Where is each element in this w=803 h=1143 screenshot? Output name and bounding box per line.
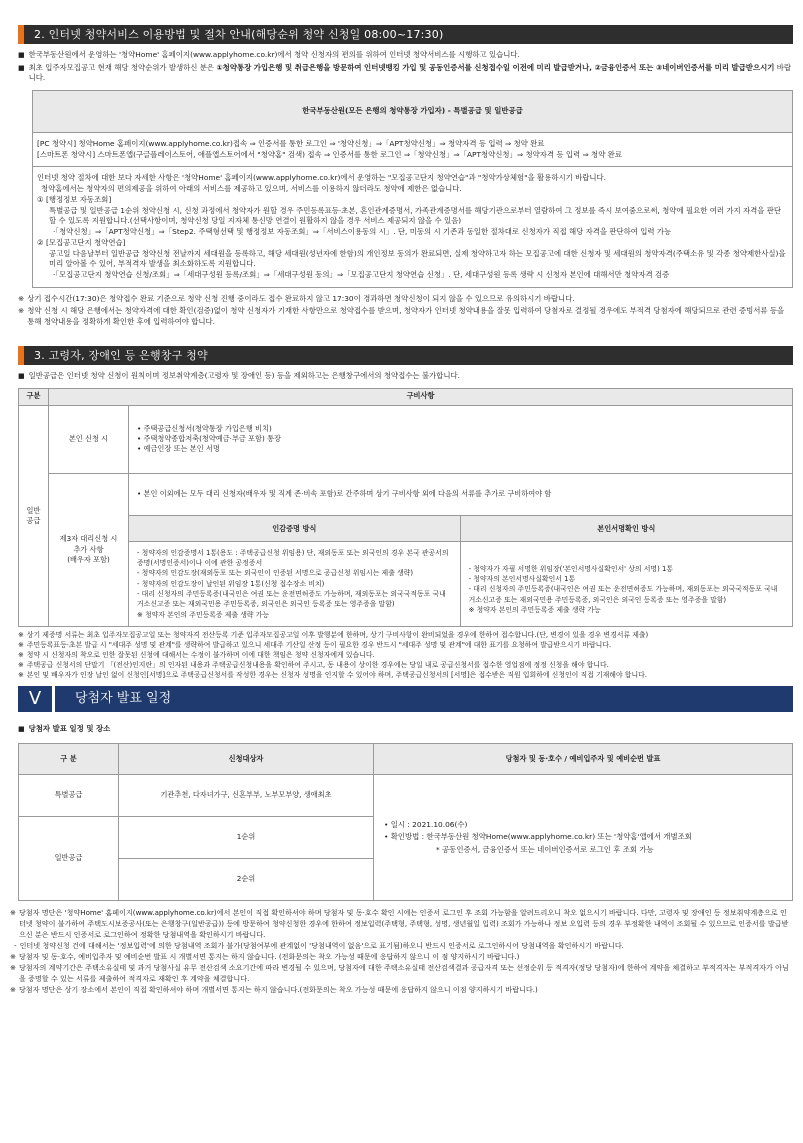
note-text: 주택공급 신청서의 단말기 「(전산)인지란」의 인자된 내용과 주택공급신청내용을 확인하여 주시고, 동 내용이 상이한 경우에는 당일 내로 공급신청서를 접수한 영업점에 정정 신청을 해야 합니다. — [26, 661, 609, 670]
section3-note — [18, 640, 793, 650]
note-mark: ※ — [18, 641, 24, 650]
self-apply-label: 본인 신청 시 — [49, 405, 129, 473]
note-text: 당첨자 명단은 '청약Home' 홈페이지(www.applyhome.co.kr)에서 본인이 직접 확인하셔야 하며 당첨자 및 동·호수 확인 시에는 인증서 로그인 후 조회 가능함을 알려드리오니 착오 없으시기 바랍니다. 다만, 고령자 및 장애인 등 정보취약계층으로 인터넷 청약이 불가하여 주택도시보증공사(또는 은행창구(일반공급)) 등에 방문하여 청약신청한 경우에 한하여 정보입력(주택형, 주택형, 성명, 생년월일 입력) 조회가 가능하나 정보 오입력 등의 경우 부정확한 내역이 조회될 수 있으므로 인증서를 발급받으신 분은 반드시 인증서로 로그인하여 정확한 당첨내역을 확인하시기 바랍니다. — [18, 907, 789, 939]
self-apply-docs — [129, 405, 793, 473]
section5-note — [10, 908, 793, 941]
note-text: 주민등록표등·초본 발급 시 "세대주 성명 및 관계"를 생략하여 발급하고 있으니 세대주 기산일 산정 등이 필요한 경우 반드시 "세대주 성명 및 관계"에 대한 표기를 요청하여 발급받으시기 바랍니다. — [26, 641, 612, 650]
service-1-body: 특별공급 및 일반공급 1순위 청약신청 시, 신청 과정에서 청약자가 원할 경우 주민등록표등·초본, 혼인관계증명서, 가족관계증명서를 해당기관으로부터 열람하여 그 정보를 즉시 보여줌으로써, 청약에 필요한 여러 가지 자격을 판단할 수 있도록 지원합니다.(선택사항이며, 청약신청 당일 지자체 통신망 연결이 원활하지 않을 경우 서비스 제공되지 않을 수 있음) — [49, 205, 782, 226]
subtitle-text: 당첨자 발표 일정 및 장소 — [28, 724, 111, 734]
bullet-text: 한국부동산원에서 운영하는 '청약Home' 홈페이지(www.applyhome.co.kr)에서 청약 신청자의 편의를 위하여 인터넷 청약서비스를 시행하고 있습니다. — [28, 50, 520, 59]
header-documents: 구비사항 — [49, 388, 793, 405]
list-item-text: 예금인장 또는 본인 서명 — [143, 444, 220, 454]
section2-header — [18, 25, 793, 44]
sign-method-cell — [460, 515, 792, 627]
table-row-self — [19, 405, 793, 473]
row-special-category: 특별공급 — [19, 774, 119, 816]
note-text: 청약 시 신청자의 착오로 인한 잘못된 신청에 대해서는 수정이 불가하며 이에 대한 책임은 청약 신청자에게 있습니다. — [26, 651, 375, 660]
note-text: 상기 제증명 서류는 최초 입주자모집공고일 또는 청약자격 전산등록 기준 입주자모집공고일 이후 발행분에 한하며, 상기 구비사항이 완비되었을 경우에 한하여 접수합니다.(단, 변경이 있을 경우 변경서류 제출) — [26, 631, 649, 640]
section5-note — [10, 985, 793, 996]
section5-roman: Ⅴ — [18, 686, 52, 712]
list-item: - 청약자의 인감도장(재외동포 또는 외국인이 인증된 서명으로 공급신청 위임시는 제출 생략) — [137, 569, 414, 578]
list-item: - 청약자의 인감증명서 1통(용도 : 주택공급신청 위임용) 단, 재외동포 또는 외국인의 경우 본국 관공서의 증명(서명인증서)이나 이에 관한 공정증서 — [137, 548, 449, 568]
note-mark: ※ — [18, 671, 24, 680]
list-item: ※ 청약자 본인의 주민등록증 제출 생략 가능 — [137, 610, 270, 619]
section3-note — [18, 670, 793, 680]
note-mark: ※ — [18, 306, 25, 316]
bullet-text — [29, 63, 793, 84]
section2-note-1 — [18, 294, 793, 305]
section5-header — [18, 686, 793, 712]
apply-method-steps — [33, 133, 792, 167]
service-1-path: ·「청약신청」⇒「APT청약신청」⇒「Step2. 주택형선택 및 행정정보 자동조회」⇒「서비스이용동의 시」. 단, 미동의 시 기존과 동일한 절차대로 신청자가 직접 해당 자격을 판단하여 입력 가능 — [53, 227, 672, 237]
row-general-category: 일반공급 — [19, 816, 119, 900]
section3-title: 3. 고령자, 장애인 등 은행창구 청약 — [34, 348, 208, 362]
table-row-proxy-intro — [19, 473, 793, 515]
list-item: • 예금인장 또는 본인 서명 — [137, 444, 220, 454]
section3-notes — [18, 630, 793, 680]
square-bullet-icon: ■ — [18, 63, 25, 72]
section3-note — [18, 630, 793, 640]
header-announcement: 당첨자 및 동·호수 / 예비입주자 및 예비순번 발표 — [374, 743, 793, 774]
note-mark: ※ — [18, 651, 24, 660]
service-2-body: 공고일 다음날부터 일반공급 청약신청 전날까지 세대원을 등록하고, 해당 세대원(성년자에 한함)의 개인정보 동의가 완료되면, 실제 청약하고자 하는 모집공고에 대한 신청자 및 세대원의 청약자격(주택소유 및 각종 청약제한사실)을 미리 알아볼 수 있어, 부적격자 발생을 최소화하도록 지원합니다. — [49, 248, 786, 269]
section2-bullet-1 — [18, 50, 793, 61]
section2-bullet-2 — [18, 63, 793, 84]
seal-method-cell — [129, 515, 461, 627]
note-mark: ※ — [10, 907, 16, 917]
header-category: 구분 — [19, 388, 49, 405]
section5-notes — [10, 908, 793, 996]
info-line-1: 인터넷 청약 절차에 대한 보다 자세한 사항은 '청약Home' 홈페이지(www.applyhome.co.kr)에서 운영하는 "모집공고단지 청약연습"과 "청약가상체험"을 활용하시기 바랍니다. — [37, 173, 607, 183]
bank-window-docs-table — [18, 388, 793, 628]
announcement-note: * 공동인증서, 금융인증서 또는 네이버인증서로 로그인 후 조회 가능 — [436, 844, 654, 854]
section3-note — [18, 650, 793, 660]
row-special-target: 기관추천, 다자녀가구, 신혼부부, 노부모부양, 생애최초 — [119, 774, 374, 816]
announcement-date: • 일시 : 2021.10.06(수) — [384, 819, 468, 829]
section5-body — [10, 724, 793, 901]
list-item-text: 주택청약종합저축(청약예금·부금 포함) 통장 — [143, 433, 281, 443]
sign-method-docs — [461, 542, 792, 622]
service-2-title: ② [모집공고단지 청약연습] — [37, 237, 126, 247]
section5-title: 당첨자 발표 일정 — [55, 686, 793, 712]
note-text: 당첨자 명단은 상기 장소에서 본인이 직접 확인하셔야 하며 개별서면 통지는 하지 않습니다.(전화문의는 착오 가능성 때문에 응답하지 않으니 이점 양지하시기 바랍니다.) — [18, 984, 538, 994]
section3-bullet-1 — [18, 371, 793, 382]
list-item: • 주택청약종합저축(청약예금·부금 포함) 통장 — [137, 433, 281, 443]
header-target: 신청대상자 — [119, 743, 374, 774]
note-text: 본인 및 배우자가 인장 날인 없이 신청인[서명]으로 주택공급신청서를 작성한 경우는 신청자 성명을 인지할 수 있어야 하며, 주택공급신청서의 [서명]은 접수받은 직원 입회하에 신청인이 직접 기재해야 합니다. — [26, 671, 647, 680]
section5-note — [10, 952, 793, 963]
seal-method-docs — [129, 542, 460, 627]
list-item-text: 주택공급신청서(청약통장 가입은행 비치) — [143, 423, 272, 433]
note-text: 당첨자의 계약기간은 주택소유실태 및 과거 당첨사실 유무 전산검색 소요기간에 따라 변경될 수 있으며, 당첨자에 대한 주택소유실태 전산검색결과 공급자격 또는 선정순위 등 적격자(정당 당첨자)에 한하여 계약을 체결하고 부적격자는 부적격자가 아님을 증명할 수 있는 서류를 제출하여 적격자로 재확인 후 계약을 체결합니다. — [18, 962, 789, 983]
list-item: • 주택공급신청서(청약통장 가입은행 비치) — [137, 423, 272, 433]
section2-body — [10, 50, 793, 328]
announcement-table — [18, 743, 793, 901]
proxy-apply-label: 제3자 대리신청 시 추가 사항 (배우자 포함) — [49, 473, 129, 627]
note-text: 인터넷 청약신청 건에 대해서는 '정보입력'에 의한 당첨내역 조회가 불가(당첨여부에 관계없이 '당첨내역이 없음'으로 표기됨)하오니 반드시 인증서로 로그인하시어 당첨내역을 확인하시기 바랍니다. — [19, 940, 624, 950]
bullet-text-post: 바랍니다. — [28, 62, 792, 83]
list-item: - 대리 신청자의 주민등록증(내국인은 여권 또는 운전면허증도 가능하며, 재외동포는 외국국적동포 국내거소신고증 또는 재외국민용 주민등록증, 외국인은 외국인 등록증 또는 영주증을 말함) — [468, 585, 778, 604]
seal-method-header: 인감증명 방식 — [129, 516, 460, 542]
list-item: - 청약자의 인감도장이 날인된 위임장 1통(신청 접수장소 비치) — [137, 579, 325, 588]
row-general-rank1: 1순위 — [119, 816, 374, 858]
sign-method-header: 본인서명확인 방식 — [461, 516, 792, 542]
bullet-text-bold: ①청약통장 가입은행 및 취급은행을 방문하여 인터넷뱅킹 가입 및 공동인증서를 신청접수일 이전에 미리 발급받거나, ②금융인증서 또는 ③네이버인증서를 미리 발급받으시기 — [216, 62, 775, 72]
apply-service-info — [33, 167, 792, 286]
row-general-rank2: 2순위 — [119, 858, 374, 900]
category-general: 일반 공급 — [19, 405, 49, 627]
list-item: - 대리 신청자의 주민등록증(내국인은 여권 또는 운전면허증도 가능하며, 재외동포는 외국국적동포 국내거소신고증 또는 재외국민용 주민등록증, 외국인은 외국인 등록증 또는 영주증을 말함) — [137, 590, 446, 609]
square-bullet-icon: ■ — [18, 725, 25, 734]
section5-subtitle — [18, 724, 793, 735]
header-category: 구 분 — [19, 743, 119, 774]
section3-body — [10, 371, 793, 680]
note-mark: ※ — [18, 661, 24, 670]
note-mark: ※ — [10, 962, 16, 972]
service-1-title: ① [행정정보 자동조회] — [37, 194, 112, 204]
mobile-apply-line: [스마트폰 청약시] 스마트폰앱(구글플레이스토어, 애플앱스토어에서 "청약홈" 검색) 접속 ⇒ 인증서를 통한 로그인 ⇒「청약신청」⇒「APT청약신청」⇒ 청약자격 등 입력 ⇒ 청약 완료 — [37, 149, 622, 159]
square-bullet-icon: ■ — [18, 51, 25, 59]
section5-note — [10, 963, 793, 985]
table-row-special — [19, 774, 793, 816]
apply-method-box-title: 한국부동산원(모든 은행의 청약통장 가입자) - 특별공급 및 일반공급 — [33, 91, 792, 133]
list-item: - 청약자의 본인서명사실확인서 1통 — [468, 575, 576, 584]
section3-note — [18, 660, 793, 670]
proxy-intro: • 본인 이외에는 모두 대리 신청자(배우자 및 직계 존·비속 포함)로 간주하며 상기 구비사항 외에 다음의 서류를 추가로 구비하여야 함 — [129, 473, 793, 515]
table-row-proxy-methods — [19, 515, 793, 627]
note-text: 청약 신청 시 해당 은행에서는 청약자격에 대한 확인(검증)없이 청약 신청자가 기재한 사항만으로 청약접수를 받으며, 청약자가 인터넷 청약내용을 잘못 입력하여 당첨자로 결정될 경우에도 부적격 당첨자에 해당되므로 관련 증빙서류 등을 통해 청약내용을 정확하게 확인한 후에 입력하여야 합니다. — [27, 306, 785, 327]
list-item: - 청약자가 자필 서명한 위임장('본인서명사실확인서' 상의 서명) 1통 — [468, 564, 673, 573]
note-mark: ※ — [10, 951, 16, 961]
note-mark: ※ — [10, 984, 16, 994]
square-bullet-icon: ■ — [18, 371, 25, 380]
bullet-text-pre: 최초 입주자모집공고 현재 해당 청약순위가 발생하신 분은 — [28, 62, 217, 72]
section2-title: 2. 인터넷 청약서비스 이용방법 및 절차 안내(해당순위 청약 신청일 08:00~17:30) — [34, 28, 444, 41]
announcement-detail — [374, 774, 793, 900]
info-line-2: 청약홈에서는 청약자의 편의제공을 위하여 아래의 서비스를 제공하고 있으며, 서비스를 이용하지 않더라도 청약에 제한은 없습니다. — [41, 184, 462, 194]
pc-apply-line: [PC 청약시] 청약Home 홈페이지(www.applyhome.co.kr)접속 ⇒ 인증서를 통한 로그인 ⇒ '청약신청」⇒「APT청약신청」⇒ 청약자격 등 입력 ⇒ 청약 완료 — [37, 138, 545, 148]
table-header-row — [19, 743, 793, 774]
list-item: ※ 청약자 본인의 주민등록증 제출 생략 가능 — [468, 606, 601, 615]
note-text: 당첨자 및 동·호수, 예비입주자 및 예비순번 발표 시 개별서면 통지는 하지 않습니다. (전화문의는 착오 가능성 때문에 응답하지 않으니 이 점 양지하시기 바랍니다.) — [18, 951, 520, 961]
note-text: 상기 접수시간(17:30)은 청약접수 완료 기준으로 청약 신청 진행 중이라도 접수 완료하지 않고 17:30이 경과하면 청약신청이 되지 않을 수 있으므로 유의하시기 바랍니다. — [27, 293, 575, 303]
service-2-path: ·「모집공고단지 청약연습 신청/조회」⇒「세대구성원 등록/조회」⇒「세대구성원 동의」⇒「모집공고단지 청약연습 신청」. 단, 세대구성원 등록 생략 시 신청자 본인에 대해서만 청약자격 검증 — [53, 270, 670, 280]
note-mark: ※ — [18, 293, 25, 303]
note-mark: - — [14, 940, 17, 950]
announcement-method: • 확인방법 : 한국부동산원 청약Home(www.applyhome.co.kr) 또는 '청약홈'앱에서 개별조회 — [384, 832, 692, 842]
apply-method-box — [32, 90, 793, 288]
section2-note-2 — [18, 306, 793, 327]
bullet-text: 일반공급은 인터넷 청약 신청이 원칙이며 정보취약계층(고령자 및 장애인 등) 등을 제외하고는 은행창구에서의 청약접수는 불가합니다. — [28, 370, 460, 380]
section5-note — [10, 941, 793, 952]
section3-header — [18, 346, 793, 365]
document-page — [0, 25, 803, 1143]
table-header-row — [19, 388, 793, 405]
note-mark: ※ — [18, 631, 24, 640]
